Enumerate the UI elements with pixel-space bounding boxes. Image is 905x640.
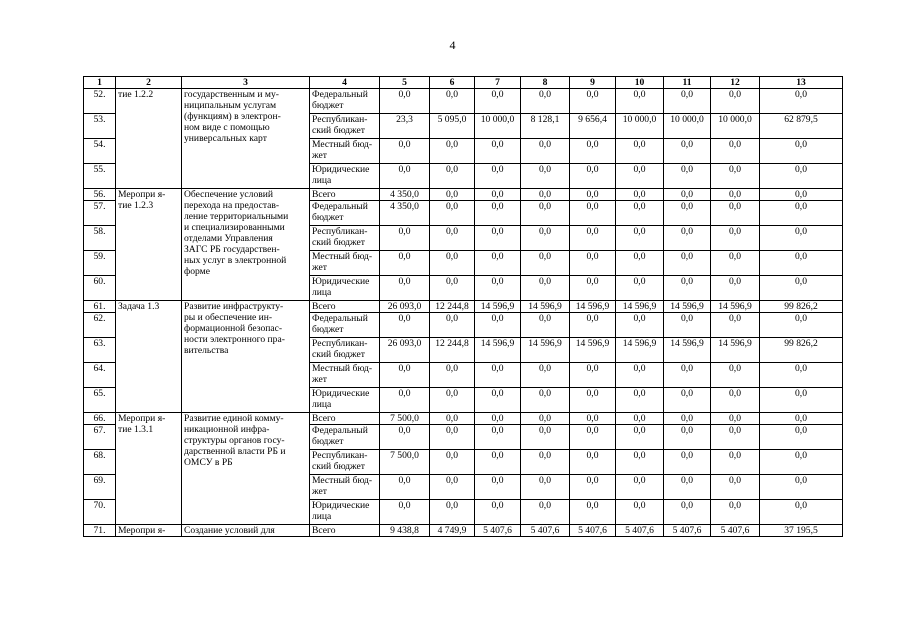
funding-source: Всего: [310, 189, 380, 201]
value-cell: 0,0: [711, 475, 760, 500]
value-cell: 0,0: [760, 164, 843, 189]
value-cell: 0,0: [430, 413, 475, 425]
value-cell: 0,0: [760, 201, 843, 226]
row-number: 65.: [84, 388, 116, 413]
value-cell: 0,0: [380, 164, 430, 189]
value-cell: 0,0: [664, 139, 711, 164]
value-cell: 14 596,9: [475, 338, 521, 363]
funding-source: Республикан- ский бюджет: [310, 338, 380, 363]
budget-table: [83, 76, 843, 537]
value-cell: 0,0: [430, 201, 475, 226]
row-number: 69.: [84, 475, 116, 500]
value-cell: 14 596,9: [664, 338, 711, 363]
value-cell: 99 826,2: [760, 301, 843, 313]
column-header: 11: [664, 77, 711, 89]
value-cell: 0,0: [430, 313, 475, 338]
value-cell: 0,0: [616, 226, 664, 251]
value-cell: 0,0: [760, 500, 843, 525]
value-cell: 0,0: [711, 363, 760, 388]
value-cell: 14 596,9: [616, 338, 664, 363]
funding-source: Всего: [310, 413, 380, 425]
value-cell: 14 596,9: [711, 338, 760, 363]
value-cell: 0,0: [430, 89, 475, 114]
value-cell: 0,0: [430, 425, 475, 450]
value-cell: 0,0: [380, 500, 430, 525]
table-body: [84, 77, 843, 537]
table-row: [84, 301, 843, 313]
value-cell: 0,0: [521, 363, 570, 388]
value-cell: 0,0: [521, 251, 570, 276]
funding-source: Всего: [310, 301, 380, 313]
value-cell: 99 826,2: [760, 338, 843, 363]
value-cell: 26 093,0: [380, 301, 430, 313]
value-cell: 0,0: [616, 500, 664, 525]
value-cell: 5 407,6: [475, 525, 521, 537]
value-cell: 4 350,0: [380, 189, 430, 201]
funding-source: Республикан- ский бюджет: [310, 450, 380, 475]
value-cell: 0,0: [616, 251, 664, 276]
value-cell: 0,0: [380, 251, 430, 276]
value-cell: 10 000,0: [616, 114, 664, 139]
value-cell: 0,0: [711, 164, 760, 189]
activity-cell: Меропри я-: [116, 525, 182, 537]
value-cell: 0,0: [616, 276, 664, 301]
value-cell: 0,0: [475, 450, 521, 475]
value-cell: 0,0: [664, 388, 711, 413]
value-cell: 0,0: [664, 363, 711, 388]
value-cell: 0,0: [760, 413, 843, 425]
value-cell: 0,0: [475, 89, 521, 114]
funding-source: Федеральный бюджет: [310, 313, 380, 338]
value-cell: 0,0: [616, 450, 664, 475]
value-cell: 0,0: [711, 189, 760, 201]
value-cell: 0,0: [711, 139, 760, 164]
value-cell: 0,0: [570, 89, 616, 114]
value-cell: 0,0: [664, 313, 711, 338]
row-number: 61.: [84, 301, 116, 313]
value-cell: 0,0: [430, 226, 475, 251]
value-cell: 0,0: [570, 276, 616, 301]
funding-source: Всего: [310, 525, 380, 537]
row-number: 60.: [84, 276, 116, 301]
column-header: 9: [570, 77, 616, 89]
value-cell: 0,0: [616, 425, 664, 450]
value-cell: 14 596,9: [570, 338, 616, 363]
value-cell: 0,0: [570, 475, 616, 500]
value-cell: 0,0: [616, 89, 664, 114]
activity-cell: Задача 1.3: [116, 301, 182, 413]
table-row: [84, 189, 843, 201]
value-cell: 0,0: [760, 363, 843, 388]
row-number: 63.: [84, 338, 116, 363]
value-cell: 0,0: [521, 413, 570, 425]
value-cell: 5 095,0: [430, 114, 475, 139]
funding-source: Юридические лица: [310, 276, 380, 301]
column-header: 5: [380, 77, 430, 89]
description-cell: Создание условий для: [182, 525, 310, 537]
funding-source: Республикан- ский бюджет: [310, 114, 380, 139]
value-cell: 0,0: [711, 450, 760, 475]
value-cell: 0,0: [711, 251, 760, 276]
value-cell: 0,0: [664, 276, 711, 301]
value-cell: 14 596,9: [711, 301, 760, 313]
value-cell: 0,0: [664, 251, 711, 276]
value-cell: 0,0: [570, 164, 616, 189]
row-number: 55.: [84, 164, 116, 189]
value-cell: 0,0: [521, 276, 570, 301]
description-cell: Развитие единой комму- никационной инфра- структуры органов госу- дарственной власти РБ и ОМСУ в РБ: [182, 413, 310, 525]
column-header: 8: [521, 77, 570, 89]
value-cell: 0,0: [664, 500, 711, 525]
table-row: [84, 89, 843, 114]
value-cell: 0,0: [616, 189, 664, 201]
row-number: 57.: [84, 201, 116, 226]
value-cell: 0,0: [711, 201, 760, 226]
value-cell: 9 438,8: [380, 525, 430, 537]
value-cell: 0,0: [570, 388, 616, 413]
value-cell: 0,0: [380, 425, 430, 450]
value-cell: 0,0: [664, 450, 711, 475]
value-cell: 14 596,9: [570, 301, 616, 313]
row-number: 53.: [84, 114, 116, 139]
column-header: 1: [84, 77, 116, 89]
value-cell: 0,0: [380, 475, 430, 500]
value-cell: 37 195,5: [760, 525, 843, 537]
value-cell: 0,0: [475, 425, 521, 450]
funding-source: Юридические лица: [310, 388, 380, 413]
value-cell: 0,0: [475, 201, 521, 226]
value-cell: 0,0: [570, 251, 616, 276]
value-cell: 0,0: [711, 425, 760, 450]
value-cell: 14 596,9: [616, 301, 664, 313]
value-cell: 0,0: [760, 425, 843, 450]
row-number: 64.: [84, 363, 116, 388]
value-cell: 0,0: [616, 201, 664, 226]
value-cell: 0,0: [616, 413, 664, 425]
value-cell: 10 000,0: [475, 114, 521, 139]
column-header: 6: [430, 77, 475, 89]
row-number: 68.: [84, 450, 116, 475]
value-cell: 8 128,1: [521, 114, 570, 139]
value-cell: 0,0: [521, 425, 570, 450]
value-cell: 0,0: [380, 313, 430, 338]
value-cell: 0,0: [616, 139, 664, 164]
value-cell: 4 749,9: [430, 525, 475, 537]
funding-source: Местный бюд- жет: [310, 251, 380, 276]
value-cell: 0,0: [664, 413, 711, 425]
value-cell: 0,0: [475, 413, 521, 425]
value-cell: 0,0: [521, 450, 570, 475]
value-cell: 0,0: [521, 201, 570, 226]
value-cell: 26 093,0: [380, 338, 430, 363]
value-cell: 0,0: [570, 425, 616, 450]
value-cell: 0,0: [616, 475, 664, 500]
value-cell: 0,0: [616, 388, 664, 413]
activity-cell: Меропри я- тие 1.2.3: [116, 189, 182, 301]
value-cell: 0,0: [380, 276, 430, 301]
row-number: 71.: [84, 525, 116, 537]
value-cell: 0,0: [430, 363, 475, 388]
value-cell: 0,0: [760, 139, 843, 164]
value-cell: 0,0: [430, 251, 475, 276]
funding-source: Местный бюд- жет: [310, 363, 380, 388]
value-cell: 0,0: [521, 500, 570, 525]
value-cell: 0,0: [380, 388, 430, 413]
value-cell: 0,0: [430, 139, 475, 164]
value-cell: 0,0: [430, 276, 475, 301]
value-cell: 62 879,5: [760, 114, 843, 139]
value-cell: 0,0: [475, 276, 521, 301]
value-cell: 0,0: [570, 139, 616, 164]
page-number: 4: [449, 38, 456, 52]
value-cell: 0,0: [521, 313, 570, 338]
value-cell: 0,0: [380, 139, 430, 164]
value-cell: 0,0: [430, 475, 475, 500]
value-cell: 0,0: [380, 226, 430, 251]
value-cell: 5 407,6: [570, 525, 616, 537]
value-cell: 0,0: [570, 363, 616, 388]
value-cell: 14 596,9: [521, 338, 570, 363]
value-cell: 0,0: [380, 363, 430, 388]
value-cell: 10 000,0: [711, 114, 760, 139]
value-cell: 0,0: [521, 89, 570, 114]
value-cell: 0,0: [711, 500, 760, 525]
value-cell: 0,0: [711, 313, 760, 338]
row-number: 62.: [84, 313, 116, 338]
value-cell: 0,0: [711, 226, 760, 251]
value-cell: 0,0: [475, 189, 521, 201]
row-number: 59.: [84, 251, 116, 276]
value-cell: 0,0: [570, 226, 616, 251]
value-cell: 0,0: [570, 450, 616, 475]
description-cell: государственным и му- ниципальным услугам (функциям) в электрон- ном виде с помощью универсальных карт: [182, 89, 310, 189]
column-header: 13: [760, 77, 843, 89]
value-cell: 0,0: [760, 276, 843, 301]
column-header: 10: [616, 77, 664, 89]
funding-source: Местный бюд- жет: [310, 139, 380, 164]
value-cell: 10 000,0: [664, 114, 711, 139]
value-cell: 0,0: [760, 226, 843, 251]
value-cell: 0,0: [380, 89, 430, 114]
row-number: 67.: [84, 425, 116, 450]
value-cell: 0,0: [760, 475, 843, 500]
table-row: [84, 413, 843, 425]
value-cell: 14 596,9: [664, 301, 711, 313]
value-cell: 0,0: [521, 475, 570, 500]
value-cell: 0,0: [430, 450, 475, 475]
row-number: 52.: [84, 89, 116, 114]
value-cell: 0,0: [430, 388, 475, 413]
value-cell: 7 500,0: [380, 413, 430, 425]
value-cell: 0,0: [664, 89, 711, 114]
funding-source: Федеральный бюджет: [310, 425, 380, 450]
value-cell: 12 244,8: [430, 301, 475, 313]
funding-source: Федеральный бюджет: [310, 201, 380, 226]
value-cell: 0,0: [711, 413, 760, 425]
row-number: 56.: [84, 189, 116, 201]
value-cell: 0,0: [521, 388, 570, 413]
value-cell: 0,0: [475, 500, 521, 525]
value-cell: 0,0: [664, 475, 711, 500]
value-cell: 0,0: [616, 313, 664, 338]
value-cell: 0,0: [570, 313, 616, 338]
value-cell: 0,0: [760, 89, 843, 114]
value-cell: 0,0: [521, 164, 570, 189]
value-cell: 5 407,6: [711, 525, 760, 537]
activity-cell: Меропри я- тие 1.3.1: [116, 413, 182, 525]
column-header: 2: [116, 77, 182, 89]
value-cell: 0,0: [616, 164, 664, 189]
value-cell: 14 596,9: [475, 301, 521, 313]
activity-cell: тие 1.2.2: [116, 89, 182, 189]
value-cell: 0,0: [521, 189, 570, 201]
value-cell: 23,3: [380, 114, 430, 139]
value-cell: 12 244,8: [430, 338, 475, 363]
funding-source: Местный бюд- жет: [310, 475, 380, 500]
value-cell: 0,0: [711, 276, 760, 301]
column-header: 3: [182, 77, 310, 89]
funding-source: Федеральный бюджет: [310, 89, 380, 114]
value-cell: 5 407,6: [521, 525, 570, 537]
row-number: 54.: [84, 139, 116, 164]
value-cell: 0,0: [760, 189, 843, 201]
column-header: 12: [711, 77, 760, 89]
value-cell: 4 350,0: [380, 201, 430, 226]
value-cell: 0,0: [664, 201, 711, 226]
value-cell: 0,0: [760, 313, 843, 338]
funding-source: Республикан- ский бюджет: [310, 226, 380, 251]
value-cell: 0,0: [616, 363, 664, 388]
value-cell: 0,0: [521, 226, 570, 251]
row-number: 70.: [84, 500, 116, 525]
value-cell: 0,0: [570, 189, 616, 201]
funding-source: Юридические лица: [310, 164, 380, 189]
value-cell: 0,0: [664, 425, 711, 450]
value-cell: 7 500,0: [380, 450, 430, 475]
value-cell: 0,0: [760, 388, 843, 413]
value-cell: 0,0: [711, 388, 760, 413]
value-cell: 0,0: [711, 89, 760, 114]
value-cell: 0,0: [475, 164, 521, 189]
row-number: 58.: [84, 226, 116, 251]
value-cell: 0,0: [475, 388, 521, 413]
header-row: [84, 77, 843, 89]
value-cell: 5 407,6: [616, 525, 664, 537]
value-cell: 0,0: [664, 226, 711, 251]
value-cell: 0,0: [475, 139, 521, 164]
value-cell: 0,0: [760, 251, 843, 276]
funding-source: Юридические лица: [310, 500, 380, 525]
value-cell: 0,0: [570, 201, 616, 226]
description-cell: Развитие инфраструкту- ры и обеспечение ин- формационной безопас- ности электронного пра- вительства: [182, 301, 310, 413]
value-cell: 0,0: [430, 164, 475, 189]
value-cell: 0,0: [475, 251, 521, 276]
value-cell: 0,0: [760, 450, 843, 475]
value-cell: 0,0: [664, 189, 711, 201]
value-cell: 0,0: [475, 475, 521, 500]
value-cell: 14 596,9: [521, 301, 570, 313]
value-cell: 0,0: [430, 500, 475, 525]
column-header: 4: [310, 77, 380, 89]
value-cell: 0,0: [475, 226, 521, 251]
description-cell: Обеспечение условий перехода на предостав- ление территориальными и специализированными отделами Управления ЗАГС РБ государствен- ных услуг в электронной форме: [182, 189, 310, 301]
value-cell: 5 407,6: [664, 525, 711, 537]
value-cell: 0,0: [570, 500, 616, 525]
row-number: 66.: [84, 413, 116, 425]
value-cell: 0,0: [430, 189, 475, 201]
value-cell: 0,0: [664, 164, 711, 189]
value-cell: 9 656,4: [570, 114, 616, 139]
value-cell: 0,0: [521, 139, 570, 164]
table-row: [84, 525, 843, 537]
column-header: 7: [475, 77, 521, 89]
value-cell: 0,0: [475, 313, 521, 338]
value-cell: 0,0: [475, 363, 521, 388]
value-cell: 0,0: [570, 413, 616, 425]
